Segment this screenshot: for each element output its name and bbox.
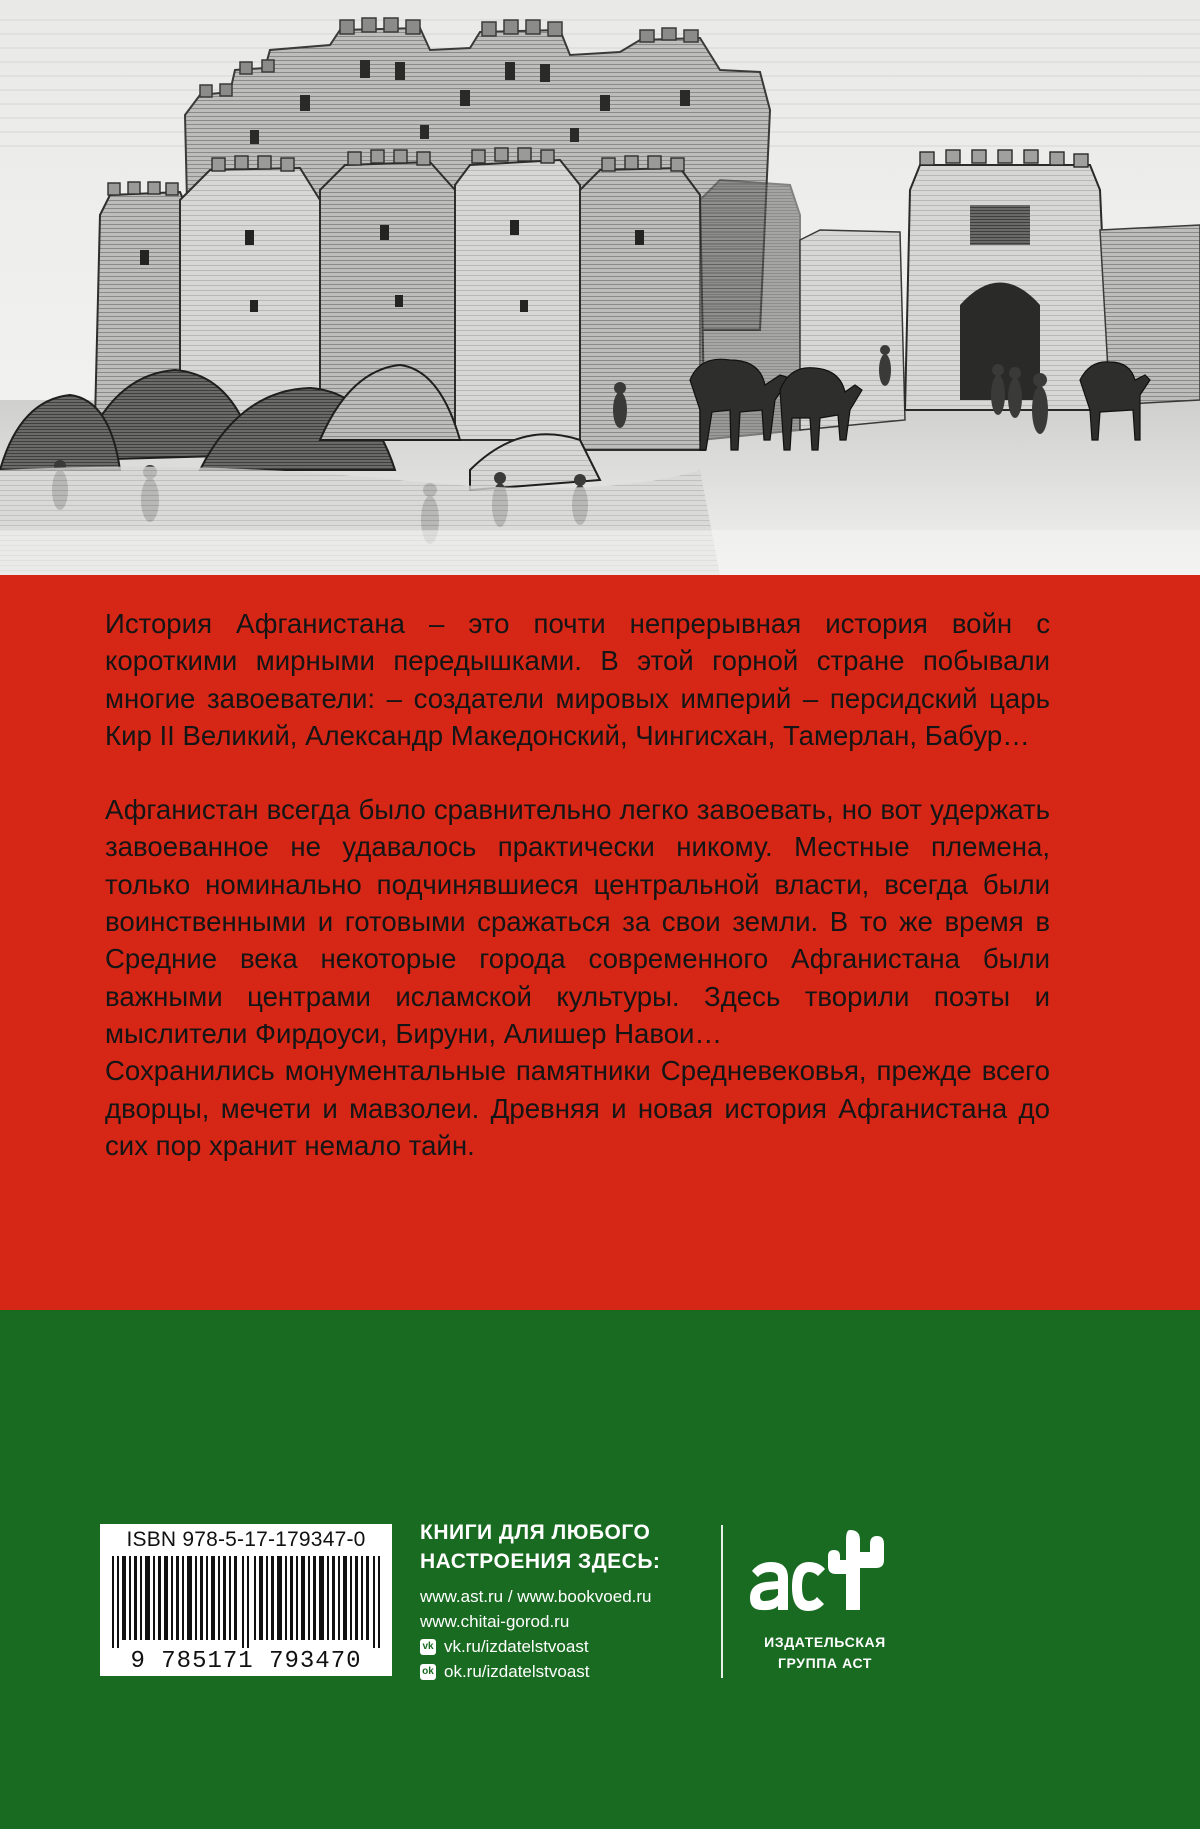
barcode-bars-icon xyxy=(112,1556,380,1648)
isbn-number: ISBN 978-5-17-179347-0 xyxy=(126,1528,366,1551)
logo-caption-line-2: ГРУППА АСТ xyxy=(778,1655,872,1671)
blurb-paragraph-1: История Афганистана – это почти непрерывная история войн с короткими мирными передышками. В этой горной стране побывали многие завоеватели: – создатели мировых империй – персидский царь Кир II Великий, Александр Македонский, Чингисхан, Тамерлан, Бабур… xyxy=(105,608,1050,751)
barcode-digits: 9 785171 793470 xyxy=(130,1648,362,1675)
vk-icon: vk xyxy=(420,1639,436,1655)
barcode xyxy=(100,1524,392,1676)
blurb-paragraph-2: Афганистан всегда было сравнительно легко завоевать, но вот удержать завоеванное не удавалось практически никому. Местные племена, только номинально подчинявшиеся центральной власти, всегда были воинственными и готовыми сражаться за свои земли. В то же время в Средние века некоторые города современного Афганистана были важными центрами исламской культуры. Здесь творили поэты и мыслители Фирдоуси, Бируни, Алишер Навои… xyxy=(105,794,1050,1049)
vk-link[interactable] xyxy=(420,1634,660,1659)
ok-link-text: ok.ru/izdatelstvoast xyxy=(444,1662,590,1681)
blurb-paragraph-3: Сохранились монументальные памятники Средневековья, прежде всего дворцы, мечети и мавзолеи. Древняя и новая история Афганистана до сих пор хранит немало тайн. xyxy=(105,1055,1050,1161)
fortress-engraving-icon xyxy=(0,0,1200,575)
info-heading-line-1: КНИГИ ДЛЯ ЛЮБОГО xyxy=(420,1521,651,1544)
blurb-text xyxy=(105,605,1050,1164)
publisher-info xyxy=(420,1518,660,1684)
logo-caption-line-1: ИЗДАТЕЛЬСКАЯ xyxy=(764,1634,886,1650)
info-heading xyxy=(420,1518,660,1576)
logo-caption xyxy=(740,1632,910,1674)
ok-link[interactable] xyxy=(420,1659,660,1684)
vertical-divider xyxy=(721,1525,723,1678)
site-link-ast-bookvoed[interactable]: www.ast.ru / www.bookvoed.ru xyxy=(420,1587,652,1606)
ast-cactus-logo-icon xyxy=(740,1522,910,1632)
info-heading-line-2: НАСТРОЕНИЯ ЗДЕСЬ: xyxy=(420,1550,661,1573)
site-link-chitai-gorod[interactable]: www.chitai-gorod.ru xyxy=(420,1612,570,1631)
fortress-engraving xyxy=(0,0,1200,575)
ok-icon: ok xyxy=(420,1664,436,1680)
vk-link-text: vk.ru/izdatelstvoast xyxy=(444,1637,589,1656)
